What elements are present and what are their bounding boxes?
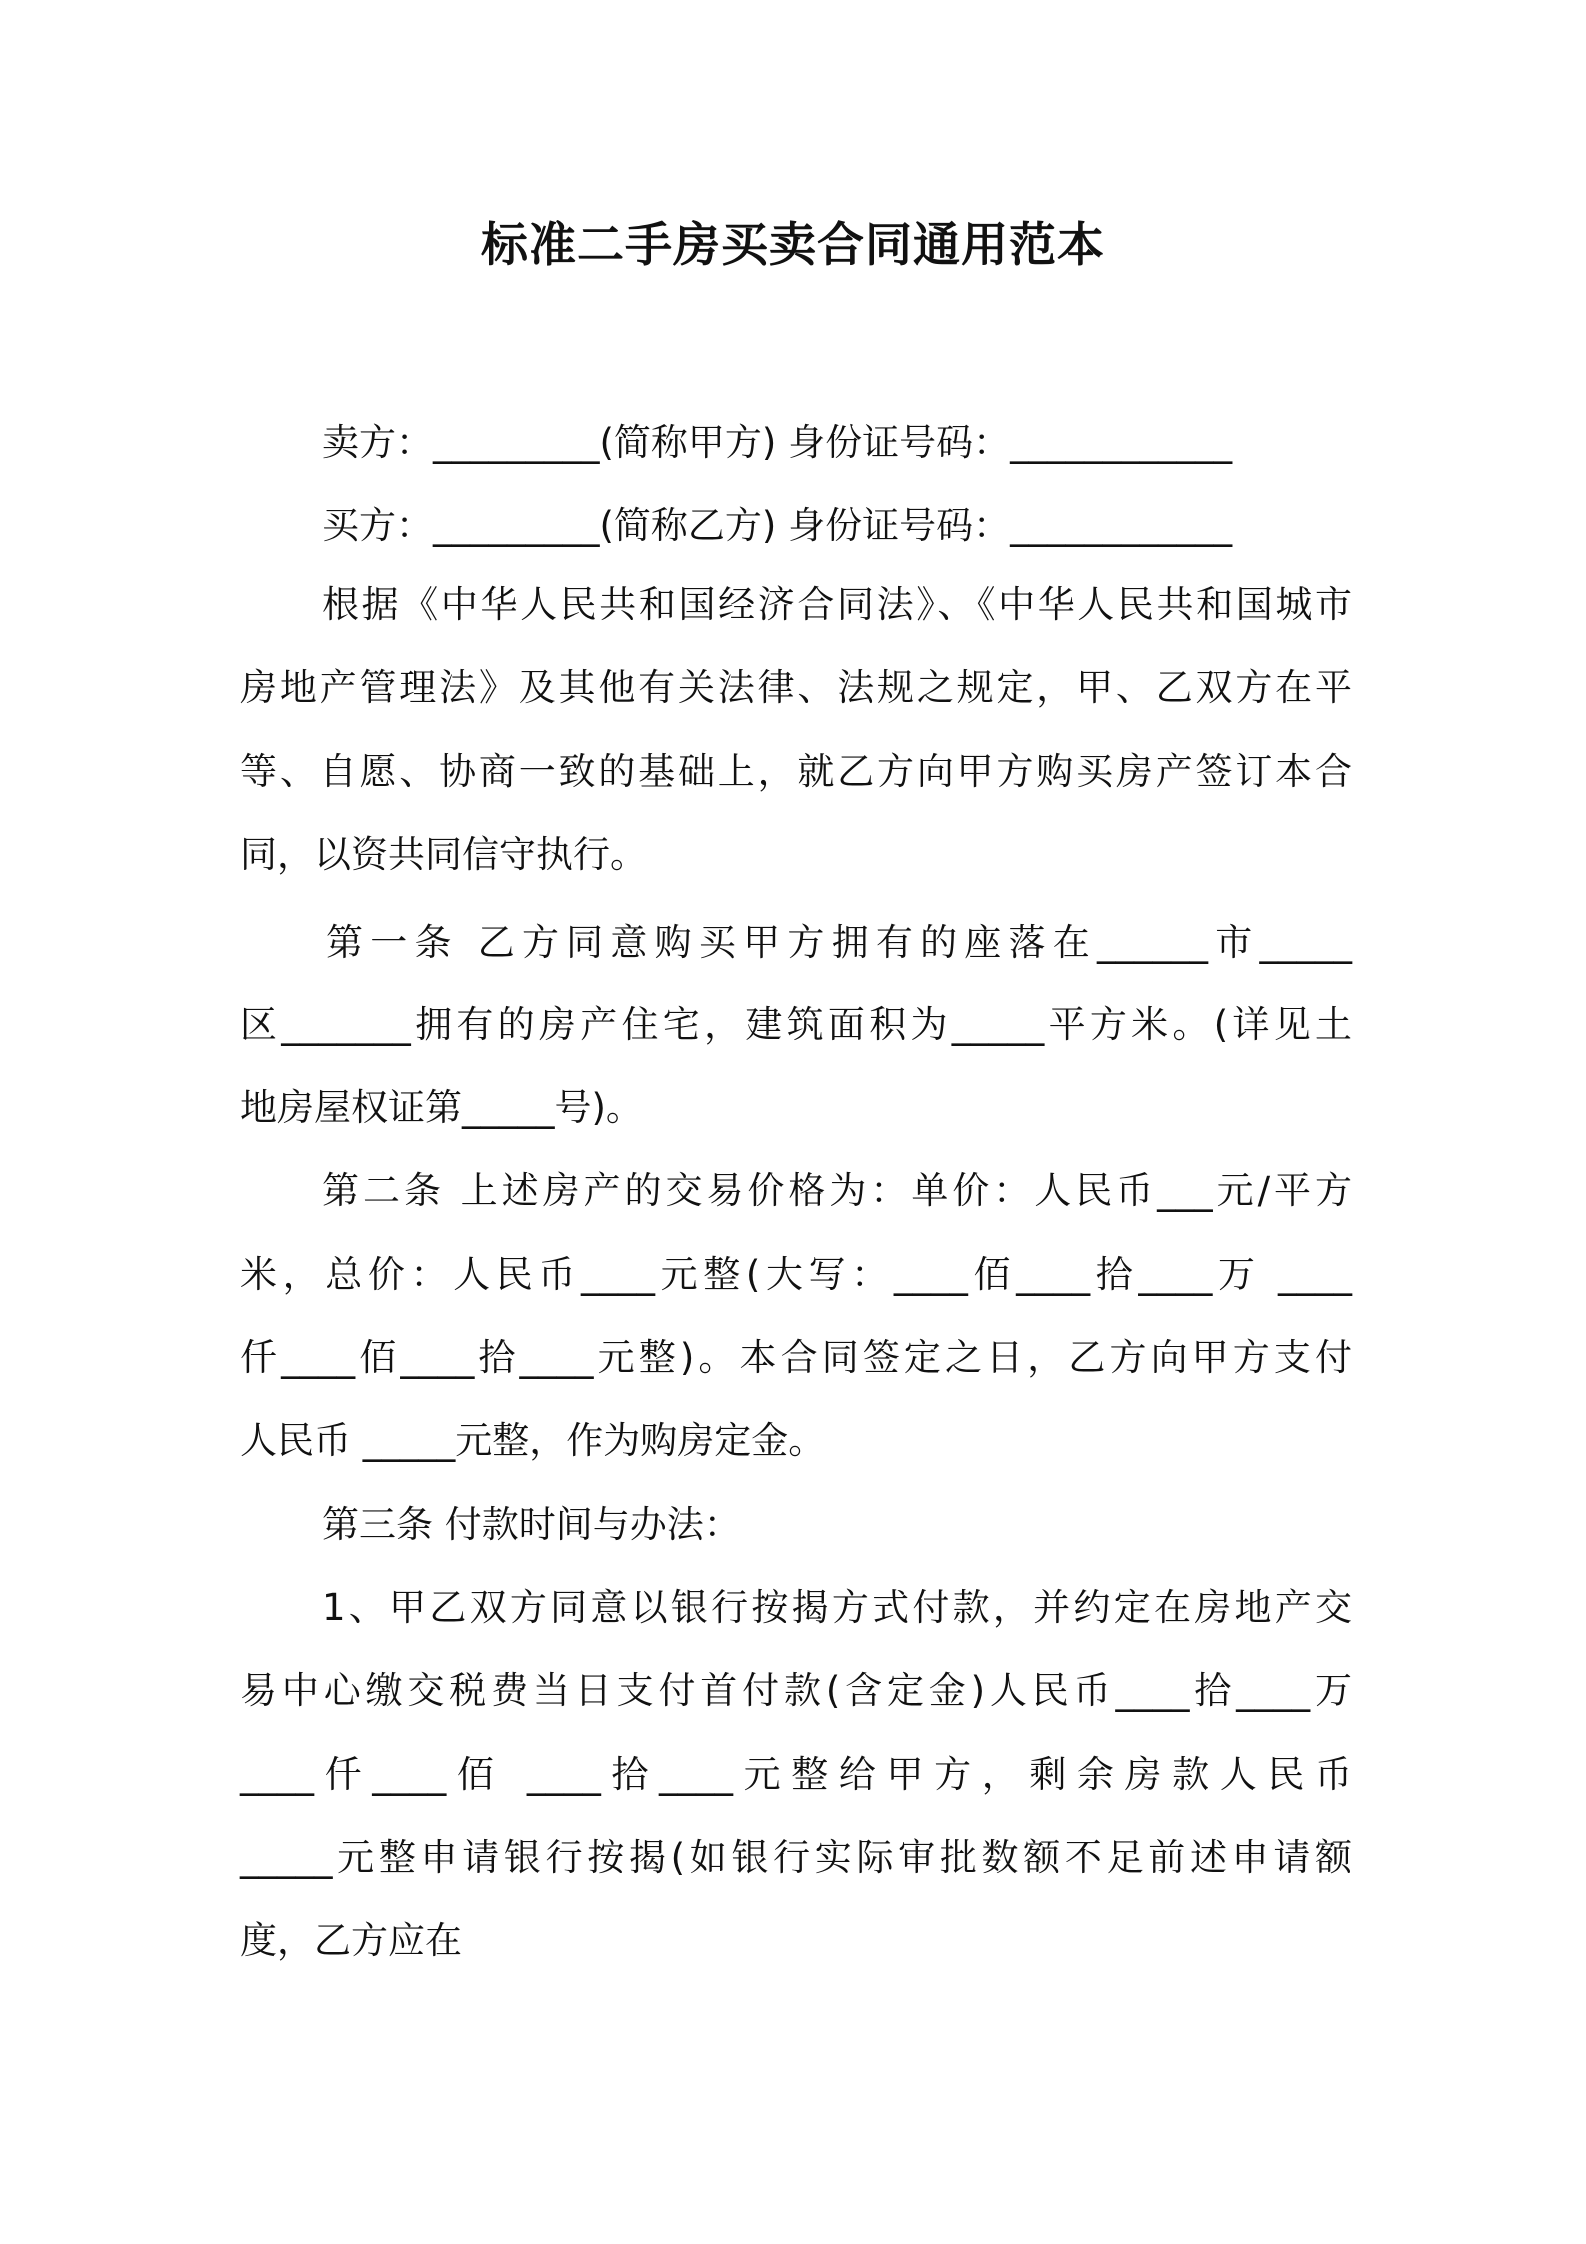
article-3-line: 易中心缴交税费当日支付首付款(含定金)人民币____拾____万: [240, 1669, 1352, 1712]
paragraph-line: 房地产管理法》及其他有关法律、法规之规定，甲、乙双方在平: [240, 666, 1352, 709]
article-3-line: 度，乙方应在: [240, 1919, 462, 1962]
article-3-heading: 第三条 付款时间与办法：: [322, 1503, 741, 1546]
article-2-line: 米，总价：人民币____元整(大写：____佰____拾____万 ____: [240, 1253, 1352, 1296]
article-3-line: 1、甲乙双方同意以银行按揭方式付款，并约定在房地产交: [322, 1586, 1352, 1629]
paragraph-line: 根据《中华人民共和国经济合同法》、《中华人民共和国城市: [322, 583, 1352, 626]
article-1-line: 第一条 乙方同意购买甲方拥有的座落在______市_____: [326, 921, 1352, 964]
document-title: 标准二手房买卖合同通用范本: [481, 218, 1105, 273]
article-2-line: 第二条 上述房产的交易价格为：单价：人民币___元/平方: [322, 1169, 1352, 1212]
paragraph-line: 同，以资共同信守执行。: [240, 833, 647, 876]
seller-line: 卖方：_________(简称甲方) 身份证号码：____________: [322, 421, 1233, 464]
article-3-line: _____元整申请银行按揭(如银行实际审批数额不足前述申请额: [240, 1836, 1352, 1879]
paragraph-line: 等、自愿、协商一致的基础上，就乙方向甲方购买房产签订本合: [240, 750, 1352, 793]
article-2-line: 仟____佰____拾____元整)。本合同签定之日，乙方向甲方支付: [240, 1336, 1352, 1379]
buyer-line: 买方：_________(简称乙方) 身份证号码：____________: [322, 504, 1233, 547]
article-1-line: 区_______拥有的房产住宅，建筑面积为_____平方米。(详见土: [240, 1003, 1352, 1046]
article-1-line: 地房屋权证第_____号)。: [240, 1086, 643, 1129]
article-3-line: ____仟____佰 ____拾____元整给甲方，剩余房款人民币: [240, 1753, 1352, 1796]
article-2-line: 人民币 _____元整，作为购房定金。: [240, 1419, 826, 1462]
